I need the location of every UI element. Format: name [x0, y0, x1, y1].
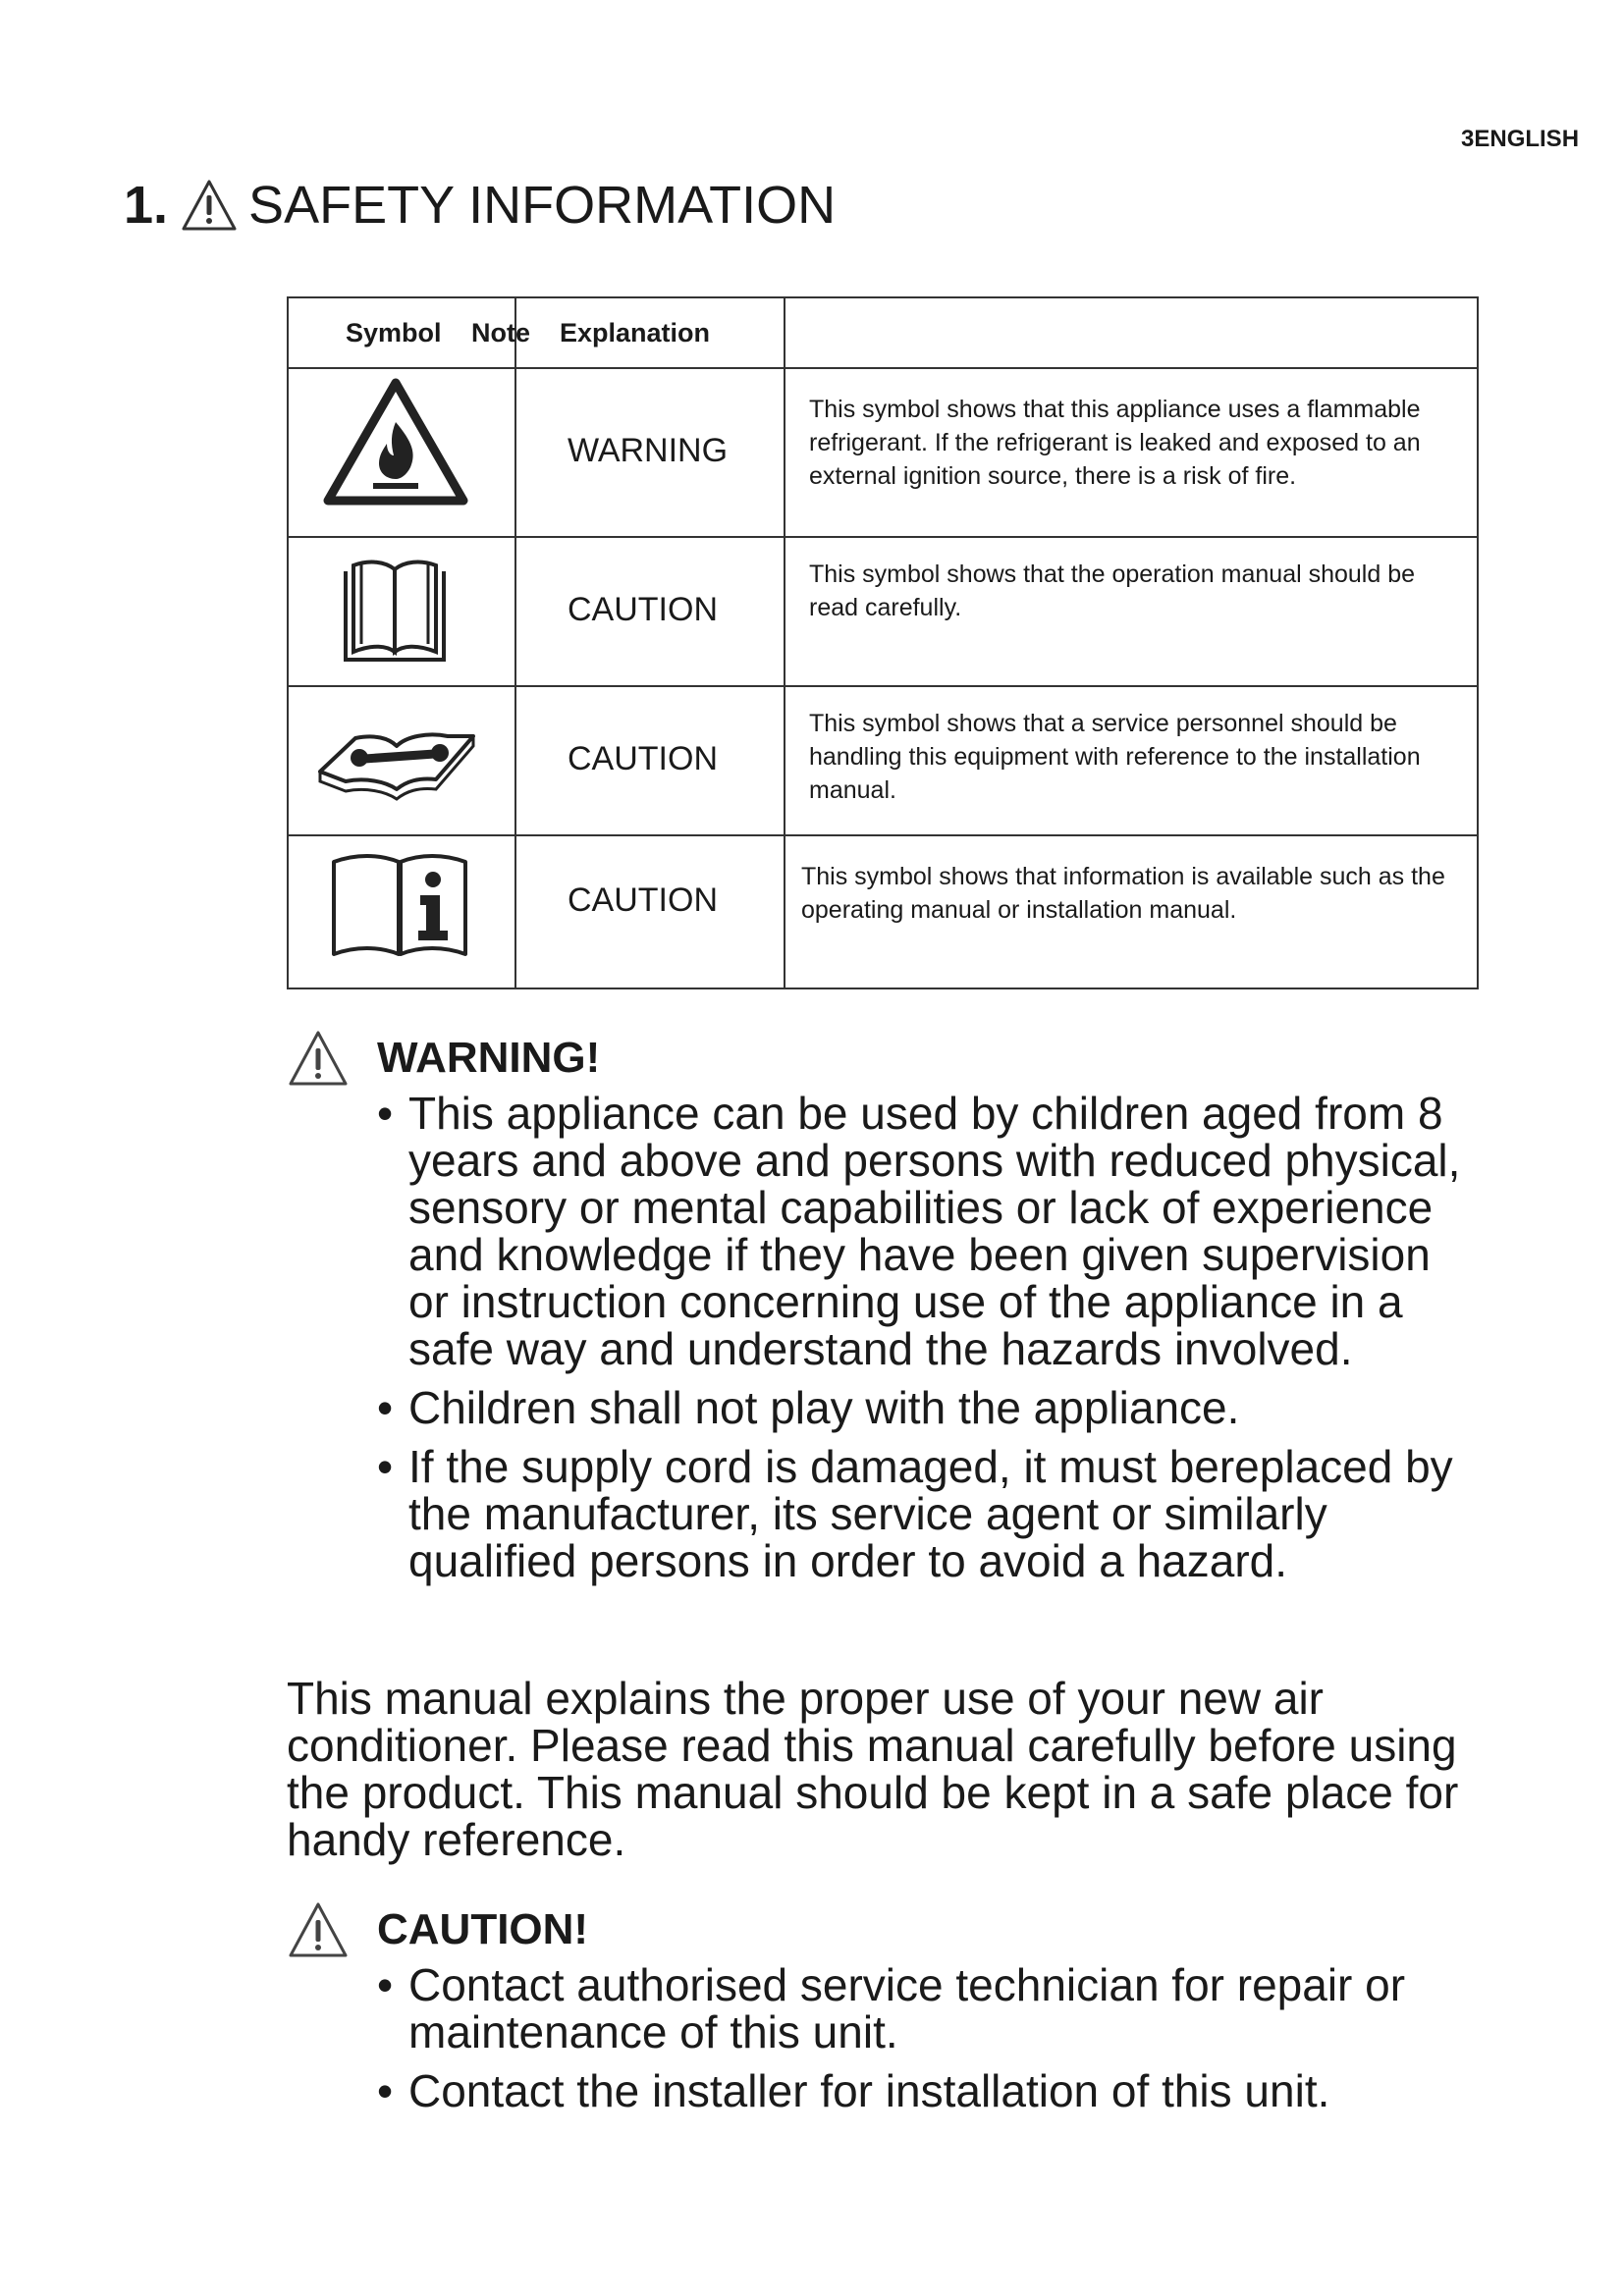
header-note: Note: [471, 318, 530, 347]
service-manual-icon: [316, 717, 477, 805]
list-item: • Contact the installer for installation of this unit.: [377, 2067, 1469, 2114]
warning-heading: [287, 1029, 1469, 1088]
list-item: • Contact authorised service technician for repair or maintenance of this unit.: [377, 1961, 1469, 2056]
row-explanation: This symbol shows that information is available such as the operating manual or installation manual.: [801, 863, 1445, 924]
flammable-warning-icon: [322, 377, 469, 507]
list-item: • If the supply cord is damaged, it must bereplaced by the manufacturer, its service agent or similarly qualified persons in order to avoid a hazard.: [377, 1443, 1469, 1584]
list-item: • Children shall not play with the appliance.: [377, 1384, 1469, 1431]
row-explanation: This symbol shows that the operation manual should be read carefully.: [809, 561, 1416, 621]
caution-section: [287, 1900, 1469, 2126]
operation-manual-icon: [336, 548, 454, 667]
header-explanation: Explanation: [560, 318, 711, 347]
section-title: [124, 175, 836, 236]
list-item: • This appliance can be used by children aged from 8 years and above and persons with reduced physical, sensory or mental capabilities or lack of experience and knowledge if they have been given supervision or instruction concerning use of the appliance in a safe way and understand the hazards involved.: [377, 1090, 1469, 1372]
caution-heading-text: CAUTION!: [377, 1905, 589, 1953]
header-symbol: Symbol: [346, 318, 442, 347]
warning-triangle-icon: [180, 178, 239, 233]
warning-list: [377, 1090, 1469, 1584]
caution-list: [377, 1961, 1469, 2114]
warning-heading-text: WARNING!: [377, 1034, 601, 1082]
row-note: WARNING: [568, 432, 729, 469]
information-manual-icon: [328, 848, 471, 962]
section-title-text: SAFETY INFORMATION: [248, 176, 837, 235]
row-explanation: This symbol shows that this appliance uses a flammable refrigerant. If the refrigerant is leaked and exposed to an external ignition source, there is a risk of fire.: [809, 396, 1421, 490]
caution-heading: [287, 1900, 1469, 1959]
section-number: 1.: [124, 176, 169, 235]
warning-triangle-icon: [287, 1029, 350, 1088]
row-note: CAUTION: [568, 881, 718, 919]
row-note: CAUTION: [568, 740, 718, 777]
row-explanation: This symbol shows that a service personnel should be handling this equipment with reference to the installation manual.: [809, 710, 1421, 804]
symbol-table: [287, 296, 1479, 989]
warning-section: [287, 1029, 1469, 1596]
row-note: CAUTION: [568, 591, 718, 628]
intro-paragraph: This manual explains the proper use of your new air conditioner. Please read this manual carefully before using the product. This manual should be kept in a safe place for handy reference.: [287, 1673, 1459, 1865]
warning-triangle-icon: [287, 1900, 350, 1959]
page-header-label: 3ENGLISH: [1461, 126, 1580, 152]
